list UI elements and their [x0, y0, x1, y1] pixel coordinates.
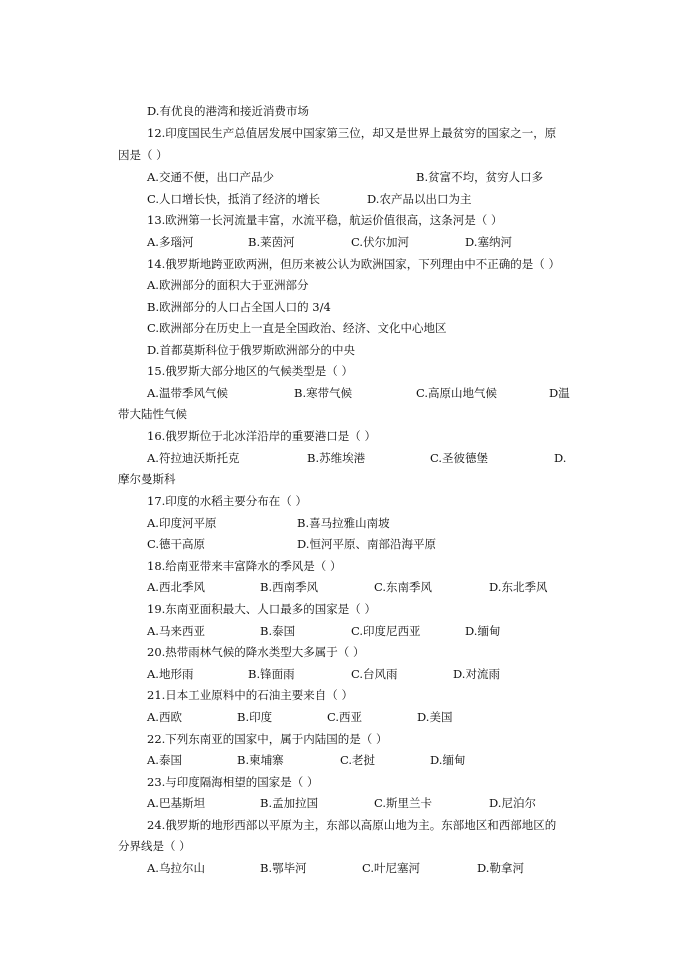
q19-option-a: A.马来西亚	[147, 624, 205, 638]
q14-stem: 14.俄罗斯地跨亚欧两洲，但历来被公认为欧洲国家，下列理由中不正确的是（ ）	[147, 257, 560, 271]
q22-option-c: C.老挝	[340, 753, 376, 767]
q19-stem: 19.东南亚面积最大、人口最多的国家是（ ）	[147, 602, 376, 616]
q13-option-b: B.莱茵河	[248, 235, 295, 249]
q13-option-a: A.多瑙河	[147, 235, 194, 249]
q17-option-b: B.喜马拉雅山南坡	[297, 516, 390, 530]
q20-option-a: A.地形雨	[147, 667, 194, 681]
q18-option-b: B.西南季风	[260, 580, 319, 594]
q20-stem: 20.热带雨林气候的降水类型大多属于（ ）	[147, 645, 365, 659]
q15-option-d-cont: 带大陆性气候	[118, 407, 187, 421]
q12-option-d: D.农产品以出口为主	[367, 192, 472, 206]
q16-option-b: B.苏维埃港	[307, 451, 366, 465]
q18-stem: 18.给南亚带来丰富降水的季风是（ ）	[147, 559, 342, 573]
q13-option-d: D.塞纳河	[465, 235, 512, 249]
q16-option-d: D.	[554, 451, 567, 465]
q23-option-b: B.孟加拉国	[260, 796, 319, 810]
q22-option-d: D.缅甸	[430, 753, 466, 767]
q16-option-d-cont: 摩尔曼斯科	[118, 472, 176, 486]
q15-stem: 15.俄罗斯大部分地区的气候类型是（ ）	[147, 364, 353, 378]
q14-option-d: D.首都莫斯科位于俄罗斯欧洲部分的中央	[147, 343, 355, 357]
q24-option-a: A.乌拉尔山	[147, 861, 205, 875]
q20-option-d: D.对流雨	[453, 667, 500, 681]
q18-option-a: A.西北季风	[147, 580, 205, 594]
q15-option-b: B.寒带气候	[294, 386, 353, 400]
q14-option-c: C.欧洲部分在历史上一直是全国政治、经济、文化中心地区	[147, 321, 447, 335]
q21-option-a: A.西欧	[147, 710, 182, 724]
q12-stem-cont: 因是（ ）	[118, 148, 168, 162]
q16-option-a: A.符拉迪沃斯托克	[147, 451, 240, 465]
q21-option-c: C.西亚	[327, 710, 363, 724]
q22-option-b: B.柬埔寨	[237, 753, 284, 767]
q19-option-d: D.缅甸	[465, 624, 501, 638]
q24-option-d: D.勒拿河	[477, 861, 524, 875]
q20-option-c: C.台风雨	[351, 667, 398, 681]
q16-option-c: C.圣彼德堡	[430, 451, 489, 465]
q15-option-d: D温	[549, 386, 570, 400]
q21-option-d: D.美国	[417, 710, 453, 724]
q22-option-a: A.泰国	[147, 753, 182, 767]
q19-option-b: B.泰国	[260, 624, 296, 638]
q17-option-a: A.印度河平原	[147, 516, 217, 530]
q23-option-d: D.尼泊尔	[489, 796, 536, 810]
q14-option-b: B.欧洲部分的人口占全国人口的 3/4	[147, 300, 331, 314]
q23-stem: 23.与印度隔海相望的国家是（ ）	[147, 775, 319, 789]
q24-stem-cont: 分界线是（ ）	[118, 839, 191, 853]
q24-option-c: C.叶尼塞河	[362, 861, 421, 875]
q17-option-c: C.德干高原	[147, 537, 206, 551]
q17-option-d: D.恒河平原、南部沿海平原	[297, 537, 436, 551]
q23-option-c: C.斯里兰卡	[374, 796, 433, 810]
q15-option-a: A.温带季风气候	[147, 386, 228, 400]
q12-option-c: C.人口增长快，抵消了经济的增长	[147, 192, 321, 206]
q24-option-b: B.鄂毕河	[260, 861, 307, 875]
q18-option-c: C.东南季风	[374, 580, 433, 594]
q17-stem: 17.印度的水稻主要分布在（ ）	[147, 494, 307, 508]
q20-option-b: B.锋面雨	[248, 667, 295, 681]
q16-stem: 16.俄罗斯位于北冰洋沿岸的重要港口是（ ）	[147, 429, 376, 443]
q14-option-a: A.欧洲部分的面积大于亚洲部分	[147, 278, 309, 292]
q23-option-a: A.巴基斯坦	[147, 796, 205, 810]
q12-stem: 12.印度国民生产总值居发展中国家第三位，却又是世界上最贫穷的国家之一，原	[147, 126, 557, 140]
q15-option-c: C.高原山地气候	[416, 386, 498, 400]
q12-option-b: B.贫富不均，贫穷人口多	[416, 170, 544, 184]
q21-stem: 21.日本工业原料中的石油主要来自（ ）	[147, 688, 353, 702]
q12-option-a: A.交通不便，出口产品少	[147, 170, 274, 184]
q22-stem: 22.下列东南亚的国家中，属于内陆国的是（ ）	[147, 732, 388, 746]
q13-stem: 13.欧洲第一长河流量丰富，水流平稳，航运价值很高，这条河是（ ）	[147, 213, 503, 227]
q21-option-b: B.印度	[237, 710, 273, 724]
q24-stem: 24.俄罗斯的地形西部以平原为主，东部以高原山地为主。东部地区和西部地区的	[147, 818, 557, 832]
q13-option-c: C.伏尔加河	[351, 235, 410, 249]
q18-option-d: D.东北季风	[489, 580, 548, 594]
q19-option-c: C.印度尼西亚	[351, 624, 421, 638]
q11-option-d: D.有优良的港湾和接近消费市场	[147, 104, 309, 118]
